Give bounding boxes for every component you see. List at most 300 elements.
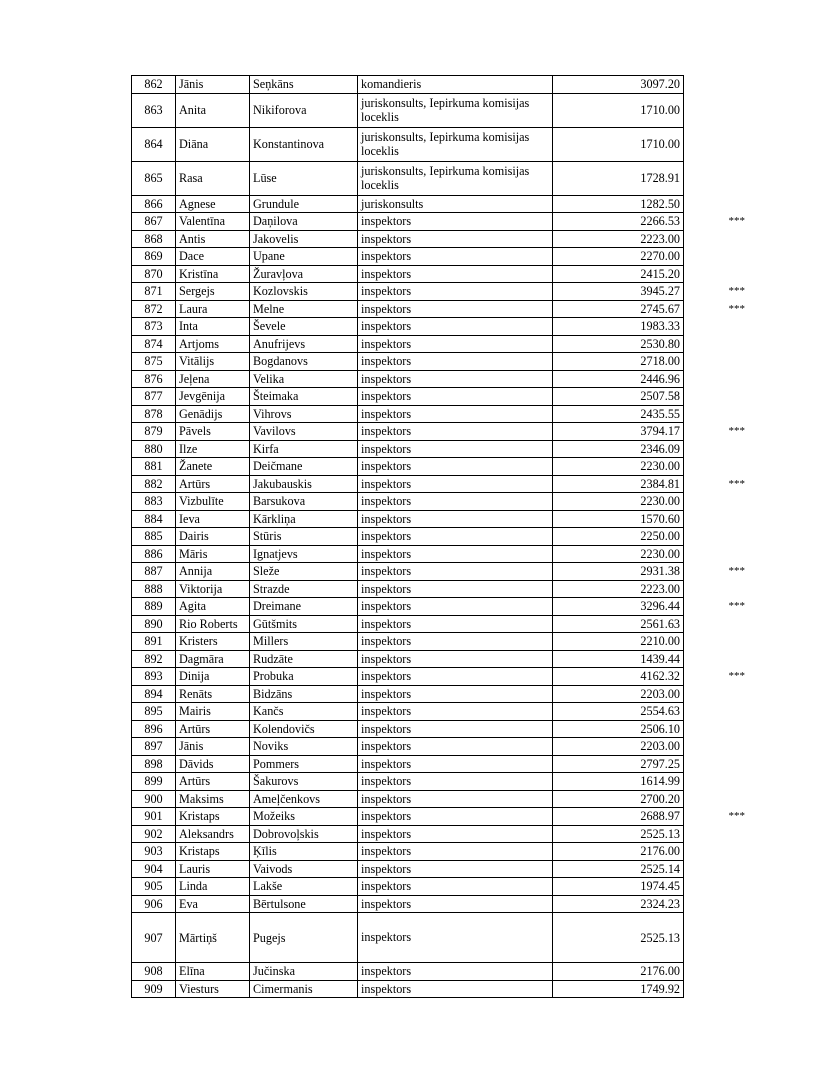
row-number-cell: 886 [132,545,176,563]
first-name-cell: Genādijs [176,405,250,423]
first-name-cell: Diāna [176,127,250,161]
first-name-cell: Eva [176,895,250,913]
row-number-cell: 872 [132,300,176,318]
last-name-cell: Šteimaka [250,388,358,406]
table-row [132,773,746,791]
last-name-cell: Ševele [250,318,358,336]
last-name-cell: Šakurovs [250,773,358,791]
position-cell: inspektors [358,738,553,756]
salary-cell: 2230.00 [553,458,684,476]
last-name-cell: Kirfa [250,440,358,458]
position-cell: komandieris [358,76,553,94]
last-name-cell: Lakše [250,878,358,896]
position-cell: inspektors [358,563,553,581]
table-row [132,510,746,528]
note-mark-cell: *** [728,477,745,490]
table-row [132,528,746,546]
position-cell: inspektors [358,860,553,878]
table-row [132,458,746,476]
salary-cell: 1614.99 [553,773,684,791]
position-cell: juriskonsults, Iepirkuma komisijas loceklis [358,93,553,127]
position-cell: inspektors [358,335,553,353]
salary-cell: 2203.00 [553,685,684,703]
first-name-cell: Artjoms [176,335,250,353]
row-number-cell: 876 [132,370,176,388]
table-row [132,370,746,388]
first-name-cell: Žanete [176,458,250,476]
position-cell: inspektors [358,300,553,318]
row-number-cell: 871 [132,283,176,301]
row-number-cell: 887 [132,563,176,581]
row-number-cell: 895 [132,703,176,721]
salary-cell: 2223.00 [553,580,684,598]
salary-cell: 2745.67 [553,300,684,318]
last-name-cell: Jučinska [250,963,358,981]
row-number-cell: 868 [132,230,176,248]
row-number-cell: 867 [132,213,176,231]
note-mark-cell [684,493,746,511]
first-name-cell: Dinija [176,668,250,686]
note-mark-cell [684,93,746,127]
last-name-cell: Pugejs [250,913,358,963]
row-number-cell: 894 [132,685,176,703]
table-row [132,195,746,213]
position-cell: inspektors [358,265,553,283]
first-name-cell: Jānis [176,738,250,756]
salary-cell: 3945.27 [553,283,684,301]
position-cell: inspektors [358,493,553,511]
last-name-cell: Grundule [250,195,358,213]
position-cell: inspektors [358,528,553,546]
table-row [132,825,746,843]
table-row [132,230,746,248]
first-name-cell: Vitālijs [176,353,250,371]
table-row [132,335,746,353]
first-name-cell: Valentīna [176,213,250,231]
position-cell: inspektors [358,598,553,616]
last-name-cell: Melne [250,300,358,318]
first-name-cell: Artūrs [176,720,250,738]
row-number-cell: 869 [132,248,176,266]
table-row [132,283,746,301]
last-name-cell: Konstantinova [250,127,358,161]
position-cell: inspektors [358,650,553,668]
position-cell: inspektors [358,825,553,843]
note-mark-cell [684,843,746,861]
last-name-cell: Možeiks [250,808,358,826]
last-name-cell: Kārkliņa [250,510,358,528]
last-name-cell: Nikiforova [250,93,358,127]
last-name-cell: Anufrijevs [250,335,358,353]
first-name-cell: Kristers [176,633,250,651]
position-cell: inspektors [358,370,553,388]
first-name-cell: Rio Roberts [176,615,250,633]
last-name-cell: Jakubauskis [250,475,358,493]
note-mark-cell [684,773,746,791]
table-row [132,127,746,161]
last-name-cell: Rudzāte [250,650,358,668]
row-number-cell: 865 [132,161,176,195]
position-cell: inspektors [358,808,553,826]
note-mark-cell: *** [728,565,745,578]
row-number-cell: 909 [132,980,176,998]
salary-cell: 3097.20 [553,76,684,94]
row-number-cell: 880 [132,440,176,458]
note-mark-cell [684,545,746,563]
salary-cell: 2507.58 [553,388,684,406]
note-mark-cell [684,76,746,94]
table-row [132,963,746,981]
row-number-cell: 893 [132,668,176,686]
first-name-cell: Dace [176,248,250,266]
row-number-cell: 882 [132,475,176,493]
position-cell: inspektors [358,440,553,458]
salary-cell: 2210.00 [553,633,684,651]
first-name-cell: Rasa [176,161,250,195]
table-row [132,843,746,861]
last-name-cell: Jakovelis [250,230,358,248]
first-name-cell: Ieva [176,510,250,528]
row-number-cell: 907 [132,913,176,963]
salary-cell: 2203.00 [553,738,684,756]
note-mark-cell [684,790,746,808]
last-name-cell: Vavilovs [250,423,358,441]
table-row [132,755,746,773]
salary-cell: 1282.50 [553,195,684,213]
note-mark-cell: *** [728,810,745,823]
note-mark-cell [684,703,746,721]
salary-cell: 2223.00 [553,230,684,248]
first-name-cell: Kristīna [176,265,250,283]
last-name-cell: Bogdanovs [250,353,358,371]
table-row [132,493,746,511]
row-number-cell: 889 [132,598,176,616]
row-number-cell: 908 [132,963,176,981]
position-cell: inspektors [358,475,553,493]
table-row [132,76,746,94]
row-number-cell: 904 [132,860,176,878]
salary-cell: 1974.45 [553,878,684,896]
salary-cell: 2506.10 [553,720,684,738]
row-number-cell: 866 [132,195,176,213]
last-name-cell: Ameļčenkovs [250,790,358,808]
first-name-cell: Viesturs [176,980,250,998]
first-name-cell: Kristaps [176,843,250,861]
table-row [132,405,746,423]
table-row [132,720,746,738]
row-number-cell: 896 [132,720,176,738]
table-row [132,980,746,998]
first-name-cell: Ilze [176,440,250,458]
first-name-cell: Dagmāra [176,650,250,668]
first-name-cell: Aleksandrs [176,825,250,843]
last-name-cell: Upane [250,248,358,266]
last-name-cell: Kolendovičs [250,720,358,738]
first-name-cell: Artūrs [176,773,250,791]
last-name-cell: Millers [250,633,358,651]
last-name-cell: Probuka [250,668,358,686]
note-mark-cell [684,913,746,963]
position-cell: juriskonsults, Iepirkuma komisijas loceklis [358,161,553,195]
row-number-cell: 874 [132,335,176,353]
last-name-cell: Cimermanis [250,980,358,998]
salary-cell: 2266.53 [553,213,684,231]
salary-cell: 1439.44 [553,650,684,668]
salary-cell: 1570.60 [553,510,684,528]
last-name-cell: Dobrovoļskis [250,825,358,843]
last-name-cell: Vaivods [250,860,358,878]
salary-cell: 2931.38 [553,563,684,581]
note-mark-cell: *** [728,425,745,438]
note-mark-cell: *** [728,285,745,298]
note-mark-cell [684,318,746,336]
first-name-cell: Agnese [176,195,250,213]
note-mark-cell [684,335,746,353]
salary-cell: 2561.63 [553,615,684,633]
position-cell: inspektors [358,980,553,998]
position-cell: inspektors [358,633,553,651]
salary-cell: 1710.00 [553,127,684,161]
last-name-cell: Noviks [250,738,358,756]
note-mark-cell [684,265,746,283]
position-cell: inspektors [358,405,553,423]
row-number-cell: 905 [132,878,176,896]
row-number-cell: 901 [132,808,176,826]
row-number-cell: 898 [132,755,176,773]
table-row [132,300,746,318]
row-number-cell: 883 [132,493,176,511]
note-mark-cell [684,720,746,738]
first-name-cell: Dāvids [176,755,250,773]
table-row [132,440,746,458]
row-number-cell: 891 [132,633,176,651]
position-cell: inspektors [358,685,553,703]
first-name-cell: Jevgēnija [176,388,250,406]
position-cell: inspektors [358,318,553,336]
salary-cell: 2176.00 [553,843,684,861]
row-number-cell: 885 [132,528,176,546]
salary-cell: 2525.13 [553,913,684,963]
table-row [132,650,746,668]
salary-table [131,75,746,998]
first-name-cell: Mairis [176,703,250,721]
first-name-cell: Elīna [176,963,250,981]
note-mark-cell [684,370,746,388]
last-name-cell: Lūse [250,161,358,195]
salary-cell: 2230.00 [553,493,684,511]
note-mark-cell [684,127,746,161]
row-number-cell: 875 [132,353,176,371]
last-name-cell: Velika [250,370,358,388]
last-name-cell: Vihrovs [250,405,358,423]
salary-cell: 2324.23 [553,895,684,913]
position-cell: inspektors [358,353,553,371]
row-number-cell: 879 [132,423,176,441]
table-row [132,161,746,195]
first-name-cell: Inta [176,318,250,336]
salary-cell: 2525.13 [553,825,684,843]
table-row [132,388,746,406]
note-mark-cell [684,161,746,195]
note-mark-cell [684,195,746,213]
row-number-cell: 897 [132,738,176,756]
row-number-cell: 902 [132,825,176,843]
first-name-cell: Jeļena [176,370,250,388]
table-row [132,860,746,878]
row-number-cell: 864 [132,127,176,161]
note-mark-cell: *** [728,215,745,228]
first-name-cell: Kristaps [176,808,250,826]
note-mark-cell [684,458,746,476]
first-name-cell: Lauris [176,860,250,878]
row-number-cell: 892 [132,650,176,668]
note-mark-cell [684,685,746,703]
first-name-cell: Māris [176,545,250,563]
position-cell: inspektors [358,580,553,598]
last-name-cell: Dreimane [250,598,358,616]
table-row [132,423,746,441]
row-number-cell: 906 [132,895,176,913]
row-number-cell: 888 [132,580,176,598]
note-mark-cell [684,980,746,998]
first-name-cell: Anita [176,93,250,127]
note-mark-cell: *** [728,302,745,315]
salary-cell: 2797.25 [553,755,684,773]
position-cell: inspektors [358,545,553,563]
table-row [132,738,746,756]
note-mark-cell [684,353,746,371]
note-mark-cell [684,633,746,651]
table-row [132,93,746,127]
note-mark-cell [684,580,746,598]
last-name-cell: Deičmane [250,458,358,476]
position-cell: inspektors [358,388,553,406]
salary-cell: 3296.44 [553,598,684,616]
row-number-cell: 884 [132,510,176,528]
row-number-cell: 899 [132,773,176,791]
last-name-cell: Ķīlis [250,843,358,861]
table-row [132,913,746,963]
position-cell: inspektors [358,213,553,231]
position-cell: inspektors [358,230,553,248]
note-mark-cell [684,755,746,773]
first-name-cell: Vizbulīte [176,493,250,511]
table-row [132,475,746,493]
row-number-cell: 878 [132,405,176,423]
table-row [132,895,746,913]
position-cell: inspektors [358,615,553,633]
salary-cell: 2346.09 [553,440,684,458]
position-cell: inspektors [358,668,553,686]
salary-cell: 1710.00 [553,93,684,127]
first-name-cell: Dairis [176,528,250,546]
first-name-cell: Annija [176,563,250,581]
first-name-cell: Maksims [176,790,250,808]
salary-cell: 2688.97 [553,808,684,826]
note-mark-cell [684,895,746,913]
note-mark-cell [684,825,746,843]
position-cell: juriskonsults [358,195,553,213]
last-name-cell: Daņilova [250,213,358,231]
table-row [132,248,746,266]
salary-cell: 2230.00 [553,545,684,563]
note-mark-cell [684,388,746,406]
first-name-cell: Agita [176,598,250,616]
salary-cell: 2554.63 [553,703,684,721]
first-name-cell: Artūrs [176,475,250,493]
note-mark-cell [684,405,746,423]
position-cell: inspektors [358,720,553,738]
first-name-cell: Mārtiņš [176,913,250,963]
table-row [132,808,746,826]
note-mark-cell [684,650,746,668]
first-name-cell: Viktorija [176,580,250,598]
salary-cell: 2384.81 [553,475,684,493]
first-name-cell: Renāts [176,685,250,703]
table-row [132,353,746,371]
note-mark-cell: *** [728,600,745,613]
position-cell: inspektors [358,755,553,773]
position-cell: inspektors [358,895,553,913]
row-number-cell: 863 [132,93,176,127]
last-name-cell: Bērtulsone [250,895,358,913]
note-mark-cell [684,963,746,981]
last-name-cell: Sleže [250,563,358,581]
row-number-cell: 877 [132,388,176,406]
last-name-cell: Žuravļova [250,265,358,283]
row-number-cell: 873 [132,318,176,336]
first-name-cell: Pāvels [176,423,250,441]
row-number-cell: 881 [132,458,176,476]
salary-cell: 2530.80 [553,335,684,353]
position-cell: inspektors [358,248,553,266]
salary-cell: 3794.17 [553,423,684,441]
first-name-cell: Jānis [176,76,250,94]
last-name-cell: Barsukova [250,493,358,511]
position-cell: inspektors [358,458,553,476]
table-row [132,615,746,633]
note-mark-cell [684,860,746,878]
last-name-cell: Gūtšmits [250,615,358,633]
note-mark-cell [684,528,746,546]
position-cell: inspektors [358,703,553,721]
last-name-cell: Kozlovskis [250,283,358,301]
last-name-cell: Stūris [250,528,358,546]
first-name-cell: Linda [176,878,250,896]
salary-cell: 2415.20 [553,265,684,283]
position-cell: inspektors [358,423,553,441]
salary-cell: 2718.00 [553,353,684,371]
table-row [132,545,746,563]
position-cell: juriskonsults, Iepirkuma komisijas loceklis [358,127,553,161]
first-name-cell: Laura [176,300,250,318]
first-name-cell: Antis [176,230,250,248]
table-row [132,790,746,808]
salary-cell: 2700.20 [553,790,684,808]
salary-cell: 2435.55 [553,405,684,423]
note-mark-cell [684,248,746,266]
note-mark-cell [684,738,746,756]
note-mark-cell [684,230,746,248]
table-row [132,633,746,651]
table-row [132,318,746,336]
row-number-cell: 862 [132,76,176,94]
position-cell: inspektors [358,773,553,791]
first-name-cell: Sergejs [176,283,250,301]
last-name-cell: Ignatjevs [250,545,358,563]
table-row [132,265,746,283]
row-number-cell: 900 [132,790,176,808]
